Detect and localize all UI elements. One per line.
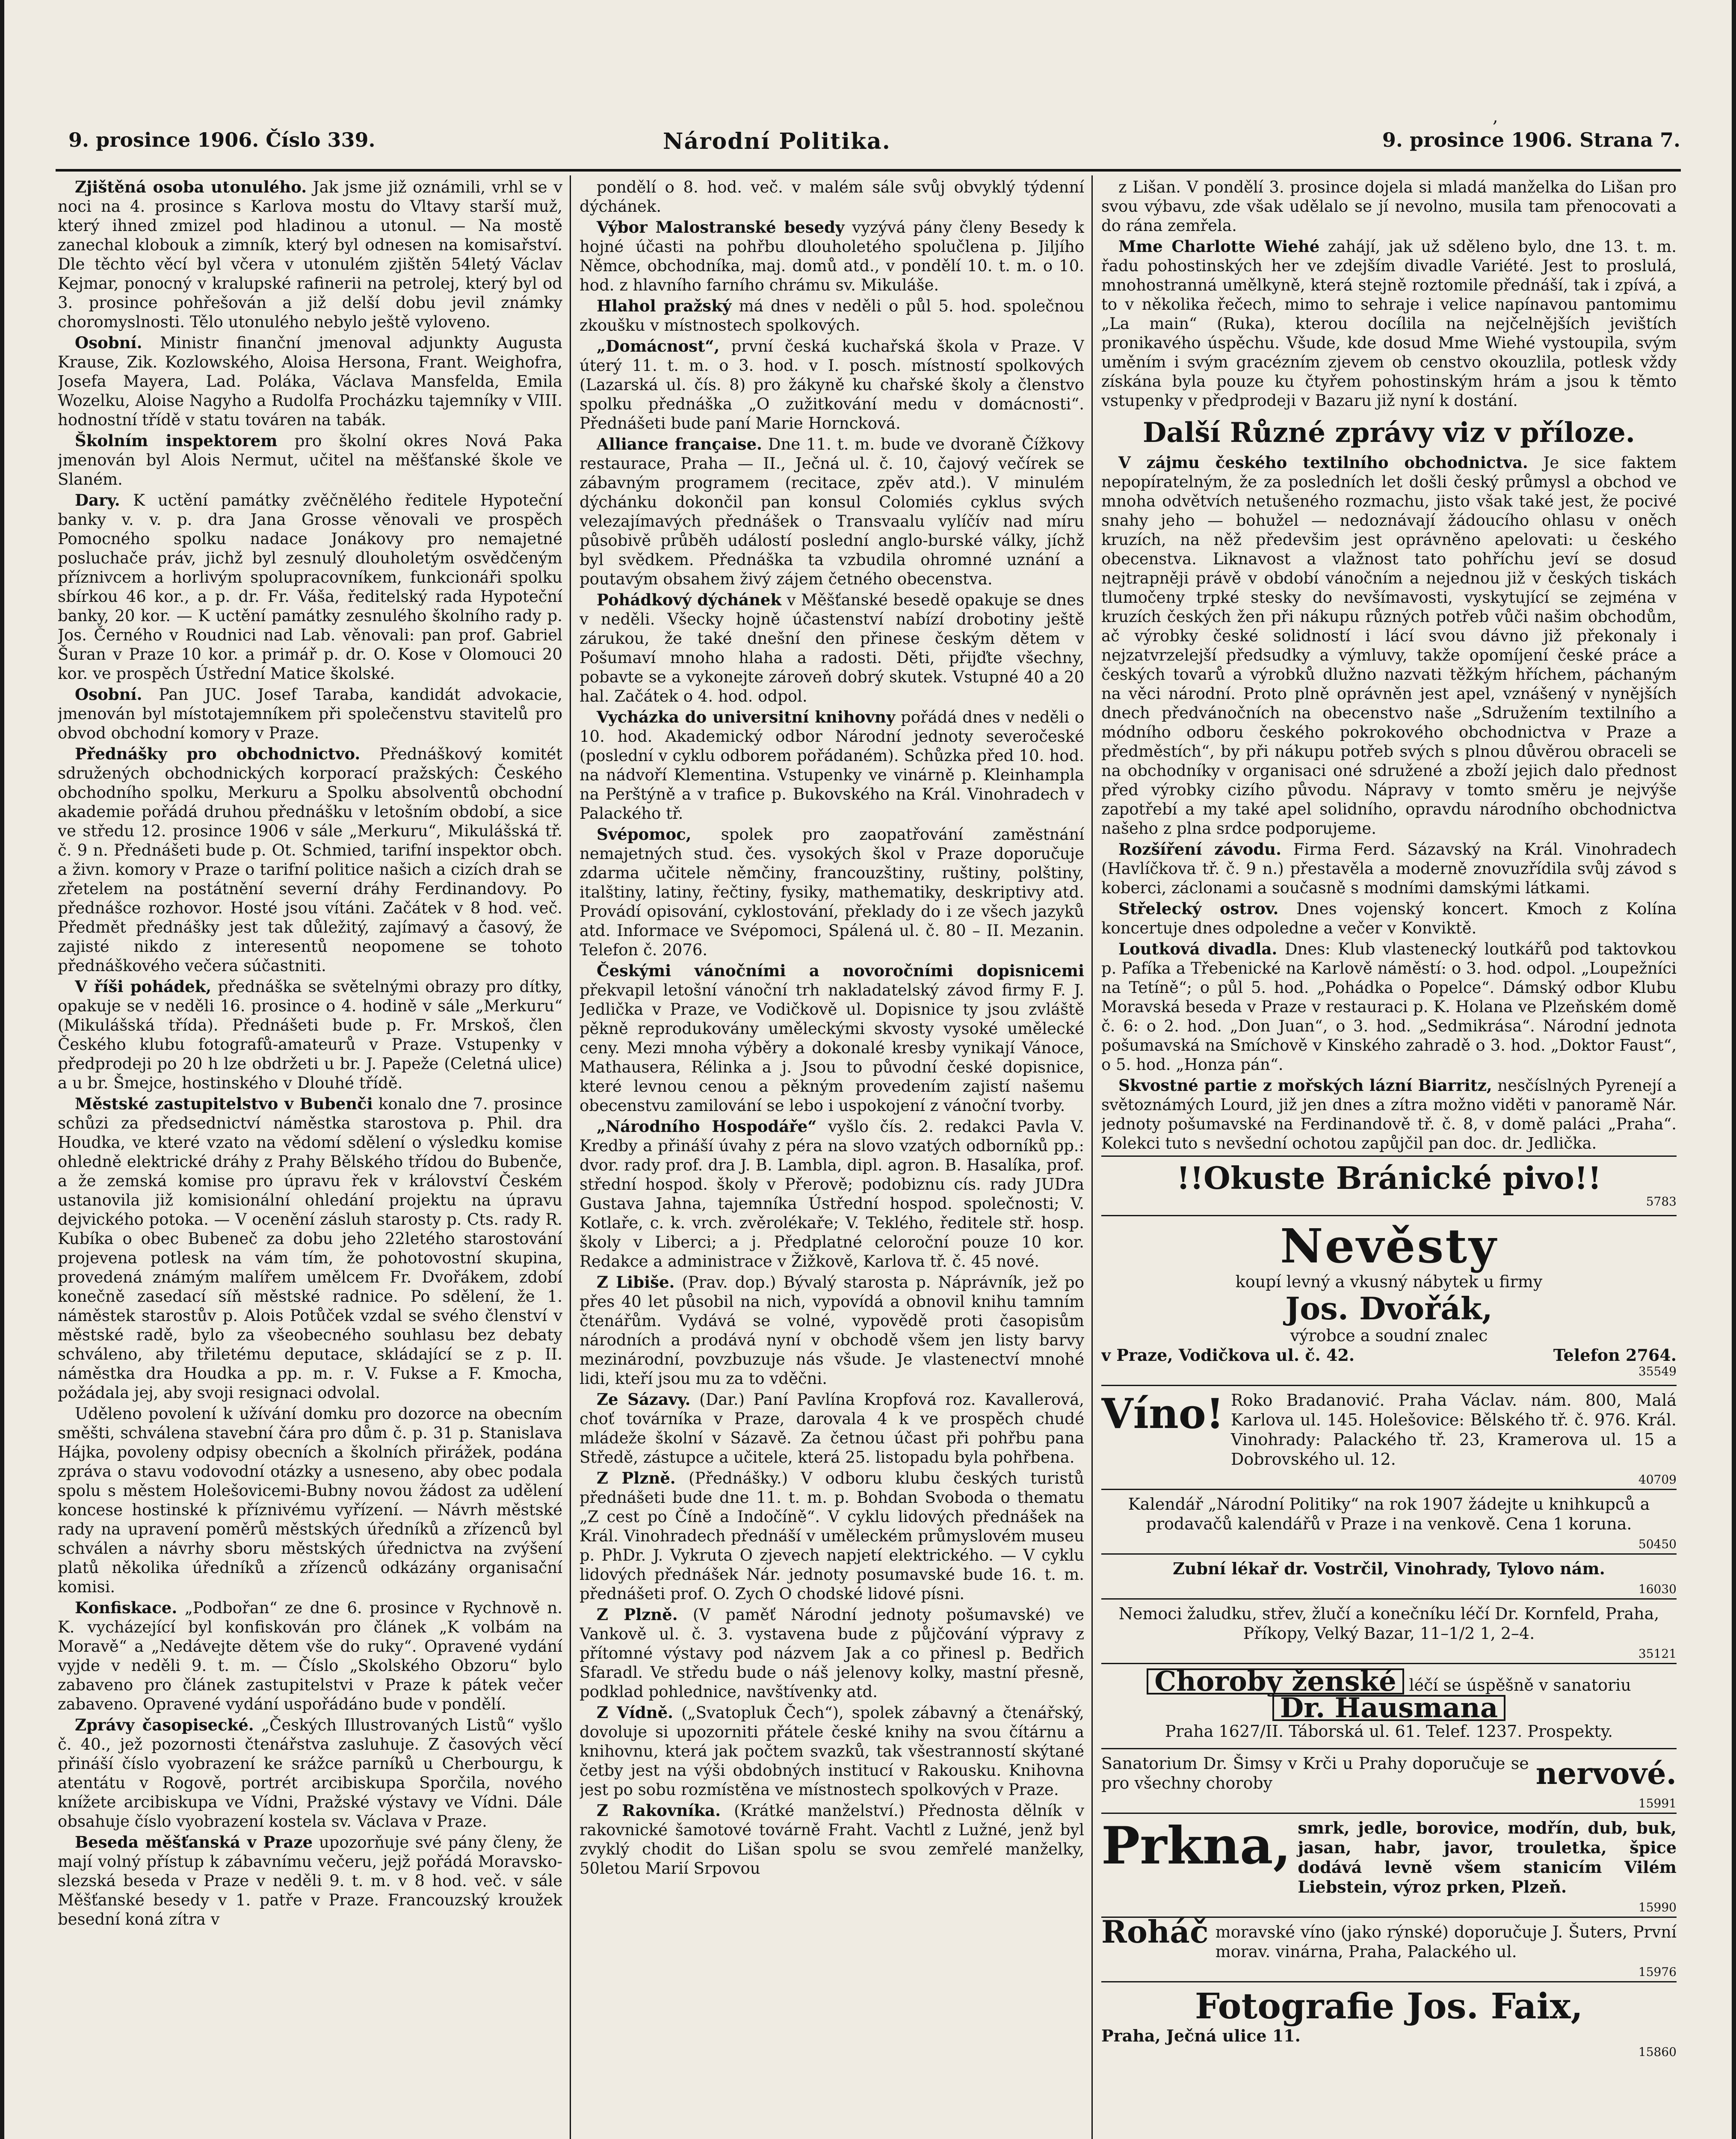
ad-number: 50450 [1638,1537,1677,1551]
article [580,590,1084,706]
article-headline: Svépomoc, [597,825,692,844]
ad-number: 15991 [1638,1796,1677,1810]
article [580,1801,1084,1878]
article-text: upozorňuje své pány členy, že mají volný přístup k zábavnímu večeru, jejž pořádá Moravsko-slezská beseda v Praze v neděli 9. t. m. v 8 hod. več. v sále Měšťanské besedy v 1. patře v Praze. Francouzský kroužek besední koná zítra v [58,1833,562,1929]
column-3-articles [1101,178,1677,1153]
column-1 [58,178,562,2139]
column-2 [580,178,1084,2139]
article-headline: Osobní. [75,333,142,352]
article [1101,453,1677,838]
article [580,337,1084,433]
article [580,708,1084,823]
article [58,977,562,1093]
article [1101,840,1677,898]
article-headline: Výbor Malostranské besedy [597,218,845,237]
ad-hausman-title: Choroby ženské [1147,1668,1404,1695]
article-text: vyzývá pány členy Besedy k hojné účasti na pohřbu dlouholetého spolučlena p. Jiljího Němce, obchodníka, maj. domů atd., v pondělí 10. t. m. o 10. hod. z hlavního farního chrámu sv. Mikuláše. [580,218,1084,294]
ad-branik-beer [1101,1155,1677,1212]
ad-number: 16030 [1638,1582,1677,1596]
ad-simsa-big: nervové. [1535,1755,1677,1791]
ad-faix-address: Praha, Ječná ulice 11. [1101,2026,1301,2045]
article [58,431,562,489]
ad-faix-title: Fotografie Jos. Faix, [1195,1986,1583,2027]
article [580,1390,1084,1467]
article [58,1094,562,1402]
article-text: pro školní okres Nová Paka jmenován byl Alois Nermut, učitel na měšťanské škole ve Slaném. [58,432,562,489]
ad-number: 35121 [1638,1647,1677,1661]
ad-vino-word: Víno! [1101,1389,1224,1438]
article-text: („Svatopluk Čech“), spolek zábavný a čtenářský, dovoluje si upozorniti přátele české knihy na svou čítárnu a knihovnu, která jak počtem svazků, tak všestranností skýtané četby jest na výši obdobných institucí v Rakousku. Knihovna jest po sobu rozmístěna ve místnostech spolkových v Praze. [580,1703,1084,1799]
article-text: konalo dne 7. prosince schůzi za předsednictví náměstka starostova p. Phil. dra Houdka, ve které vzato na vědomí sdělení o výsledku komise ohledně elektrické dráhy z Prahy Bělského třídou do Bubenče, a že zemská komise pro úpravu řek v království Českém ustanovila již komisionální ohledání projektu na úpravu dejvického potoka. — V ocenění zásluh starosty p. Cts. rady R. Kubíka o obec Bubeneč za dobu jeho 22letého starostování projevena potlesk na vám tím, že pohotovostní skupina, provedená známým malířem umělcem Fr. Dvořákem, zdobí konečně zasedací síň městské radnice. Po sdělení, že 1. náměstek starostův p. Alois Potůček vzdal se svého členství v městské radě, bylo za všeobecného souhlasu bez debaty schváleno, aby třiletému deputace, skládající se z p. II. náměstka dra Houdka a pp. m. r. V. Fukse a F. Kmocha, požádala jej, aby svoji resignaci odvolal. [58,1095,562,1402]
article [580,296,1084,335]
ad-simsa-text: Sanatorium Dr. Šimsy v Krči u Prahy doporučuje se pro všechny choroby [1101,1754,1529,1792]
article-text: „Podbořan“ ze dne 6. prosince v Rychnově n. K. vycházející byl konfiskován pro článek „K volbám na Moravě“ a „Nedávejte dětem vše do ruky“. Opravené vydání vyjde v neděli 9. t. m. — Číslo „Skolského Obzoru“ bylo zabaveno pro článek zastupitelstvi v Praze k pátek večer zabaveno. Opravené vydání uspořádáno bude v pondělí. [58,1599,562,1713]
ad-nemoci: Nemoci žaludku, střev, žlučí a konečníku léčí Dr. Kornfeld, Praha, Příkopy, Velký Bazar, 11–1/2 1, 2–4. [1101,1598,1677,1647]
ad-number: 5783 [1646,1194,1677,1209]
article [580,178,1084,216]
masthead-title: Národní Politika. [663,128,891,154]
article-text: první česká kuchařská škola v Praze. V úterý 11. t. m. o 3. hod. v I. posch. místností spolkových (Lazarská ul. čís. 8) pro žákyně ku chařské školy a členstvo spolku přednáška „O zužitkování medu v domácnosti“. Přednášeti bude paní Marie Horncková. [580,337,1084,433]
article-headline: Konfiskace. [75,1598,177,1617]
article-text: spolek pro zaopatřování zaměstnání nemajetných stud. čes. vysokých škol v Praze doporučuje zdarma učitele němčiny, francouzštiny, ruštiny, polštiny, italštiny, latiny, řečtiny, fysiky, mathematiky, deskriptivy atd. Provádí opisování, cyklostování, překlady do i ze všech jazyků atd. Informace ve Svépomoci, Spálená ul. č. 80 – II. Mezanin. Telefon č. 2076. [580,825,1084,959]
article-text: z Lišan. V pondělí 3. prosince dojela si mladá manželka do Lišan pro svou výbavu, zde však udělalo se jí nevolno, musila tam přenocovati a do rána zemřela. [1101,178,1677,235]
ad-prkna [1101,1813,1677,1901]
article-headline: Z Libiše. [597,1273,675,1292]
article [1101,178,1677,235]
article [580,1273,1084,1388]
article-text: Dne 11. t. m. bude ve dvoraně Čížkovy restaurace, Praha — II., Ječná ul. č. 10, čajový večírek se zábavným programem (recitace, zpěv atd.). V minulém dýchánku dokončil pan konsul Colomiés cyklus svých velezajímavých přednášek o Transvaalu vylíčív nad míru působivě průběh událostí poslední anglo-burské války, jíchž byl svědkem. Přednáška ta vzbudila ohromné uznání a poutavým obsahem živý zájem četného obecenstva. [580,435,1084,588]
article-text: v Měšťanské besedě opakuje se dnes v neděli. Všecky hojně účastenství nabízí drobotiny ještě zárukou, že také dnešní den přinese českým dětem v Pošumaví mnoho hlaha a radosti. Děti, přijďte všechny, pobavte se a vykonejte zároveň dobrý skutek. Vstupné 40 a 20 hal. Začátek o 4. hod. odpol. [580,591,1084,705]
article [58,1833,562,1929]
article-headline: Osobní. [75,685,142,704]
article-text: má dnes v neděli o půl 5. hod. společnou zkoušku v místnostech spolkových. [580,297,1084,335]
article-text: (Dar.) Paní Pavlína Kropfová roz. Kavallerová, choť továrníka v Praze, darovala 4 k ve prospěch chudé mládeže školní v Sázavě. Za četnou účast při pohřbu pana Středě, zástupce a učitele, která 25. listopadu byla pohřbena. [580,1390,1084,1466]
article-text: Je sice faktem nepopíratelným, že za posledních let došli český průmysl a obchod ve mnoha odvětvích netušeného rozmachu, jisto však také jest, že pocivé snahy jeho — bohužel — nedoznávají žádoucího ohlasu v oněch kruzích, na něž předevšim jest oprávněno apelovati: u českého obecenstva. Liknavost a vlažnost tato pohříchu jeví se dosud nejtrapněji právě v období vánočním a nejednou již v českých tiskách tlumočeny trpké stesky do nevšímavosti, vyskytující se zejména v kruzích českých žen při nákupu různých potřeb vůči našim obchodům, ač výrobky české solidností i lácí svou dávno již překonaly i nejzatvrzelejší předsudky a výmluvy, takže opomíjení české práce a českých tovarů a výrobků dlužno nazvati těžkým hříchem, páchaným na věci národní. Proto plně oprávněn jest apel, vznášený v nynějších dnech předvánočních na obecenstvo naše „Sdružením textilního a módního odboru českého pokrokového obchodnictva v Praze a předměstích“, by při nákupu potřeb svých s plnou důvěrou obraceli se na obchodníky v organisaci oné sdružené a zboží jejich dalo přednost před výrobky cizího původu. Nápravy v tomto směru je nejvýše zapotřebí a my také apel solidního, opravdu národního obchodnictva našeho z plna srdce podporujeme. [1101,453,1677,838]
article-text: vyšlo čís. 2. redakci Pavla V. Kredby a přináší úvahy z péra na slovo vzatých odborníků pp.: dvor. rady prof. dra J. B. Lambla, dipl. agron. B. Hasalíka, prof. střední hospod. školy v Přerově; podobiznu cís. rady JUDra Gustava Jahna, tajemníka Ústřední hospod. společnosti; V. Kotlaře, c. k. vrch. zvěrolékaře; V. Teklého, ředitele stř. hosp. školy v Liberci; a j. Předplatné celoroční pouze 10 kor. Redakce a administrace v Žižkově, Karlova tř. č. 45 nové. [580,1117,1084,1271]
article-text: přednáška se světelnými obrazy pro dítky, opakuje se v neděli 16. prosince o 4. hodině v sále „Merkuru“ (Mikulášská třída). Přednášeti bude p. Fr. Mrskoš, člen Českého klubu fotografů-amateurů v Praze. Vstupenky v předprodeji po 20 h lze obdržeti u br. J. Papeže (Celetná ulice) a u br. Šmejce, hostinského v Dlouhé třídě. [58,978,562,1092]
ad-number: 15976 [1638,1965,1677,1979]
article-headline: Školním inspektorem [75,431,278,450]
article-headline: „Domácnost“, [597,337,720,356]
article [580,435,1084,589]
article-text: (Přednášky.) V odboru klubu českých turistů přednášeti bude dne 11. t. m. p. Bohdan Svoboda o thematu „Z cest po Číně a Indočíně“. V cyklu lidových přednášek na Král. Vinohradech přednáší v uměleckém průmyslovém museu p. PhDr. J. Vykruta O zjevech napjetí elektrického. — V cyklu lidových přednášek Nár. jednoty posumavské bude 16. t. m. přednášeti prof. O. Zych O chodské lidové písni. [580,1469,1084,1603]
ad-hausman-address: Praha 1627/II. Táborská ul. 61. Telef. 1237. Prospekty. [1165,1722,1613,1741]
article-text: Uděleno povolení k užívání domku pro dozorce na obecním směšti, schválena stavební čára pro dům č. p. 31 p. Stanislava Hájka, povoleny odpisy obecních a školních přirážek, podána zpráva o stavu vodovodní otázky a usneseno, aby obec podala spolu s městem Holešovicemi-Bubny novou žádost za udělení koncese hostinské k příznivému vyřízení. — Návrh městské rady na upravení poměrů městských úředníků a zřízenců byl schválen a návrhy sboru městských úřednictva na zvýšení platů několika úředníků a zřízenců odkázány organisační komisi. [58,1404,562,1596]
article-text: „Českých Illustrovaných Listů“ vyšlo č. 40., jež pozornosti čtenářstva zasluhuje. Z časových věcí přináší číslo vyobrazení ke srážce parníků u Cherbourgu, k atentátu v Rogově, portrét arcibiskupa Sporčila, nového knížete arcibiskupa ve Vídni, Pražské výstavy ve Vídni. Dále obsahuje číslo vyobrazení kostela sv. Václava v Praze. [58,1716,562,1831]
article-headline: Z Rakovníka. [597,1801,721,1820]
article [580,961,1084,1115]
article [1101,939,1677,1074]
ad-hausman [1101,1663,1677,1745]
ad-prkna-text: smrk, jedle, borovice, modřín, dub, buk, jasan, habr, javor, trouletka, špice dodává levně všem stanicím Vilém Liebstein, výroz prken, Plzeň. [1298,1818,1677,1896]
ad-nevesty [1101,1215,1677,1382]
article-text: zahájí, jak už sděleno bylo, dne 13. t. m. řadu pohostinských her ve zdejším divadle Variété. Jest to proslulá, mnohostranná umělkyně, která stejně roztomile přednáší, tak i zpívá, a to v několika řečech, mimo to sehraje i velice napínavou pantomimu „La main“ (Ruka), kterou docílila na nejčelnějších jevištích pronikavého úspěchu. Všude, kde dosud Mme Wiehé vystoupila, svým uměním i svým gracézním zjevem ob censtvo okouzlila, potlesk vždy získána byla pouze ku čtyřem pohostinským hrám a jsou k těmto vstupenky v předprodeji v Bazaru již nyní k dostání. [1101,237,1677,410]
article-headline: V zájmu českého textilního obchodnictva. [1118,453,1528,472]
article [58,1404,562,1597]
ad-simsa [1101,1748,1677,1797]
ad-faix [1101,1981,1677,2063]
article [580,1703,1084,1799]
article-headline: Rozšíření závodu. [1118,840,1281,859]
ad-rohac [1101,1914,1677,1966]
article [1101,1076,1677,1153]
newspaper-page [4,0,1732,2139]
ad-branik-text: !!Okuste Bránické pivo!! [1176,1160,1602,1196]
article-headline: „Národního Hospodáře“ [597,1117,817,1136]
article-headline: Ze Sázavy. [597,1390,691,1409]
article-headline: Beseda měšťanská v Praze [75,1833,313,1852]
section-note: Další Různé zprávy viz v příloze. [1142,417,1635,449]
article-headline: Alliance française. [597,435,762,453]
article [58,333,562,430]
column-3 [1101,178,1677,2139]
article-text: Přednáškový komitét sdružených obchodnických korporací pražských: Českého obchodního spolku, Merkuru a Spolku absolventů obchodní akademie pořádá druhou přednášku v letošním období, a sice ve středu 12. prosince 1906 v sále „Merkuru“, Mikulášská tř. č. 9 n. Přednášeti bude p. Ot. Schmied, tarifní inspektor obch. a živn. komory v Praze o tarifní politice našich a cizích drah se zřetelem na postátnění severní dráhy Ferdinandovy. Po přednášce rozhovor. Hosté jsou vítáni. Začátek v 8 hod. več. Předmět přednášky jest tak důležitý, zajímavý a časový, že zajisté nikdo z interesentů neopomene se tohoto přednáškového večera súčastniti. [58,745,562,975]
article-headline: Z Plzně. [597,1469,676,1487]
ad-nevesty-title: Nevěsty [1280,1218,1498,1274]
article-headline: Městské zastupitelstvo v Bubenči [75,1094,373,1113]
ad-number: 35549 [1638,1364,1677,1378]
ad-number: 40709 [1638,1472,1677,1487]
ad-rohac-word: Roháč [1101,1914,1209,1950]
column-divider-1 [570,175,571,2139]
article [580,825,1084,960]
article-text: Dnes vojenský koncert. Kmoch z Kolína koncertuje dnes odpoledne a večer v Konviktě. [1101,900,1677,937]
ad-hausman-doctor: Dr. Hausmana [1272,1695,1506,1721]
ad-vino [1101,1385,1677,1473]
article-headline: Z Plzně. [597,1605,678,1624]
header-rule [56,169,1681,172]
ad-nevesty-phone: Telefon 2764. [1553,1345,1677,1365]
ad-rohac-text: moravské víno (jako rýnské) doporučuje J. Šuters, První morav. vinárna, Praha, Palackého ul. [1215,1923,1677,1961]
article-headline: Pohádkový dýchánek [597,590,782,609]
article-text: (Krátké manželství.) Přednosta dělník v rakovnické šamotové továrně Fraht. Vachtl z Lužné, jenž byl zvyklý chodit do Lišan spolu se svou zemřelé manželky, 50letou Marií Srpovou [580,1801,1084,1878]
margin-mark: , [1493,107,1498,127]
article-headline: Z Vídně. [597,1703,674,1722]
article [58,1715,562,1831]
article-text: Pan JUC. Josef Taraba, kandidát advokacie, jmenován byl místotajemníkem při společenstvu stavitelů pro obvod obchodní komory v Praze. [58,685,562,742]
article-headline: Dary. [75,491,120,510]
header-date-issue: 9. prosince 1906. Číslo 339. [68,128,376,151]
header-date-page: 9. prosince 1906. Strana 7. [1382,128,1680,151]
article-headline: Skvostné partie z mořských lázní Biarritz, [1118,1076,1492,1095]
article-text: Firma Ferd. Sázavský na Král. Vinohradech (Havlíčkova tř. č. 9 n.) přestavěla a moderně znovuzřídila svůj závod s koberci, záclonami a současně s modními damskými látkami. [1101,840,1677,897]
ad-number: 15860 [1638,2045,1677,2059]
ad-number: 15990 [1638,1900,1677,1914]
ad-nevesty-address: v Praze, Vodičkova ul. č. 42. [1101,1345,1355,1365]
article [58,491,562,683]
ad-nevesty-firm: Jos. Dvořák, [1285,1290,1493,1327]
article-text: překvapil letošní vánoční trh nakladatelský závod firmy F. J. Jedlička v Praze, ve Vodičkově ul. Dopisnice ty jsou zvláště pěkně reprodukovány uměleckými skvosty vysoké umělecké ceny. Mezi mnoha výběry a dokonalé kresby vynikají Vánoce, Mathausera, Rélinka a j. Jsou to původní české dopisnice, které levnou cenou a pěkným provedením zajistí našemu obecenstvu zamilování se lebo i uspokojení z vánoční tvorby. [580,981,1084,1115]
article-text: Dnes: Klub vlastenecký loutkářů pod taktovkou p. Pafíka a Třebenické na Karlově náměstí: o 3. hod. odpol. „Loupežníci na Tetíně“; o půl 5. hod. „Pohádka o Popelce“. Dámský odbor Klubu Moravská beseda v Praze v restauraci p. K. Holana ve Plzeňském domě č. 6: o 2. hod. „Don Juan“, o 3. hod. „Sedmikrása“. Národní jednota pošumavská na Smíchově v Kinského zahradě o 3. hod. „Doktor Faust“, o 5. hod. „Honza pán“. [1101,940,1677,1074]
article-headline: Mme Charlotte Wiehé [1118,237,1320,256]
article-headline: Loutková divadla. [1118,939,1278,958]
ad-nevesty-line: koupí levný a vkusný nábytek u firmy [1235,1272,1543,1291]
ad-zubni-lekar: Zubní lékař dr. Vostrčil, Vinohrady, Tylovo nám. [1101,1553,1677,1583]
ad-prkna-word: Prkna, [1101,1816,1291,1876]
article-text: (V paměť Národní jednoty pošumavské) ve Vankově ul. č. 3. vystavena bude z půjčování výpravy z přítomné výstavy pod názvem Jak a co přinesl p. Bedřich Sfaradl. Ve středu bude o náš jelenovy kolky, mastní přesně, podklad pohlednice, navštívenky atd. [580,1606,1084,1701]
ad-nevesty-sub: výrobce a soudní znalec [1290,1326,1488,1345]
article [580,1469,1084,1603]
article [58,1598,562,1714]
article-headline: Zprávy časopisecké. [75,1715,254,1734]
article [58,685,562,743]
article [580,1605,1084,1701]
article-headline: Hlahol pražský [597,296,732,315]
ad-kalendar: Kalendář „Národní Politiky“ na rok 1907 žádejte u knihkupců a prodavačů kalendářů v Praze i na venkově. Cena 1 koruna. [1101,1489,1677,1538]
article [580,1117,1084,1271]
article-headline: Českými vánočními a novoročními dopisnicemi [597,961,1084,980]
article-headline: Vycházka do universitní knihovny [597,708,896,726]
article-text: Ministr finanční jmenoval adjunkty Augusta Krause, Zik. Kozlowského, Aloisa Hersona, Frant. Weighofra, Josefa Mayera, Lad. Poláka, Václava Mansfelda, Emila Wozelku, Aloise Nagyho a Rudolfa Procházku tajemníky v VIII. hodnostní třídě v statu továren na tabák. [58,334,562,429]
article-headline: Střelecký ostrov. [1118,899,1279,918]
article-headline: Zjištěná osoba utonulého. [75,178,307,196]
article [1101,899,1677,938]
article-text: Jak jsme již oznámili, vrhl se v noci na 4. prosince s Karlova mostu do Vltavy starší muž, který ihned zmizel pod hladinou a utonul. — Na mostě zanechal klobouk a zimník, který byl odnesen na komisařství. Dle těchto věcí byl včera v utonulém zjištěn 54letý Václav Kejmar, ponocný v kralupské rafinerii na petrolej, který byl od 3. prosince pohřešován a již delší dobu jevil známky choromyslnosti. Tělo utonulého nebylo ještě vyloveno. [58,178,562,331]
article-headline: V říši pohádek, [75,977,212,996]
ad-vino-text: Roko Bradanović. Praha Václav. nám. 800, Malá Karlova ul. 145. Holešovice: Bělského tř. č. 976. Král. Vinohrady: Palackého tř. 23, Kramerova ul. 15 a Dobrovského ul. 12. [1230,1391,1677,1469]
article [580,218,1084,295]
article [58,744,562,975]
article-text: (Prav. dop.) Bývalý starosta p. Náprávník, jež po přes 40 let působil na nich, vypovídá a obnovil knihu tamním čtenářům. Vydává se volné, vypovědě proti časopisům národních a prodává nyní v obchodě všem jen listy barvy mezinárodní, povzbuzuje nás všude. Je vlastenectví mnohé lidi, kteří jsou mu za to vděčni. [580,1273,1084,1388]
article-text: nesčíslných Pyrenejí a světoznámých Lourd, již jen dnes a zítra možno viděti v panoramě Nár. jednoty pošumavské na Ferdinandově tř. č. 8, v domě paláci „Praha“. Kolekci tuto s nevšední ochotou zapůjčil pan doc. dr. Jedlička. [1101,1076,1677,1152]
article-text: pondělí o 8. hod. več. v malém sále svůj obvyklý týdenní dýchánek. [580,178,1084,216]
article-headline: Přednášky pro obchodnictvo. [75,744,361,763]
ad-hausman-middle: léčí se úspěšně v sanatoriu [1409,1676,1631,1695]
column-divider-2 [1091,175,1093,2139]
ad-nevesty-address-row [1101,1345,1677,1365]
article [1101,237,1677,410]
article [58,178,562,332]
article-text: pořádá dnes v neděli o 10. hod. Akademický odbor Národní jednoty severočeské (poslední v cyklu odborem pořádaném). Schůzka před 10. hod. na nádvoří Klementina. Vstupenky ve vinárně p. Kleinhampla na Perštýně a v trafice p. Bukovského na Král. Vinohradech v Palackého tř. [580,708,1084,823]
article-text: K uctění památky zvěčnělého ředitele Hypoteční banky v. v. p. dra Jana Grosse věnovali ve prospěch Pomocného spolku nadace Jonákovy pro nemajetné posluchače práv, jichž byl zesnulý dlouholetým osvědčeným příznivcem a horlivým spolupracovníkem, funkcionáři spolku sbírkou 46 kor., a p. dr. Fr. Váša, ředitelský rada Hypoteční banky, 20 kor. — K uctění památky zesnulého školního rady p. Jos. Černého v Roudnici nad Lab. věnovali: pan prof. Gabriel Šuran v Praze 10 kor. a primář p. dr. O. Kose v Olomouci 20 kor. ve prospěch Ústřední Matice školské. [58,491,562,683]
